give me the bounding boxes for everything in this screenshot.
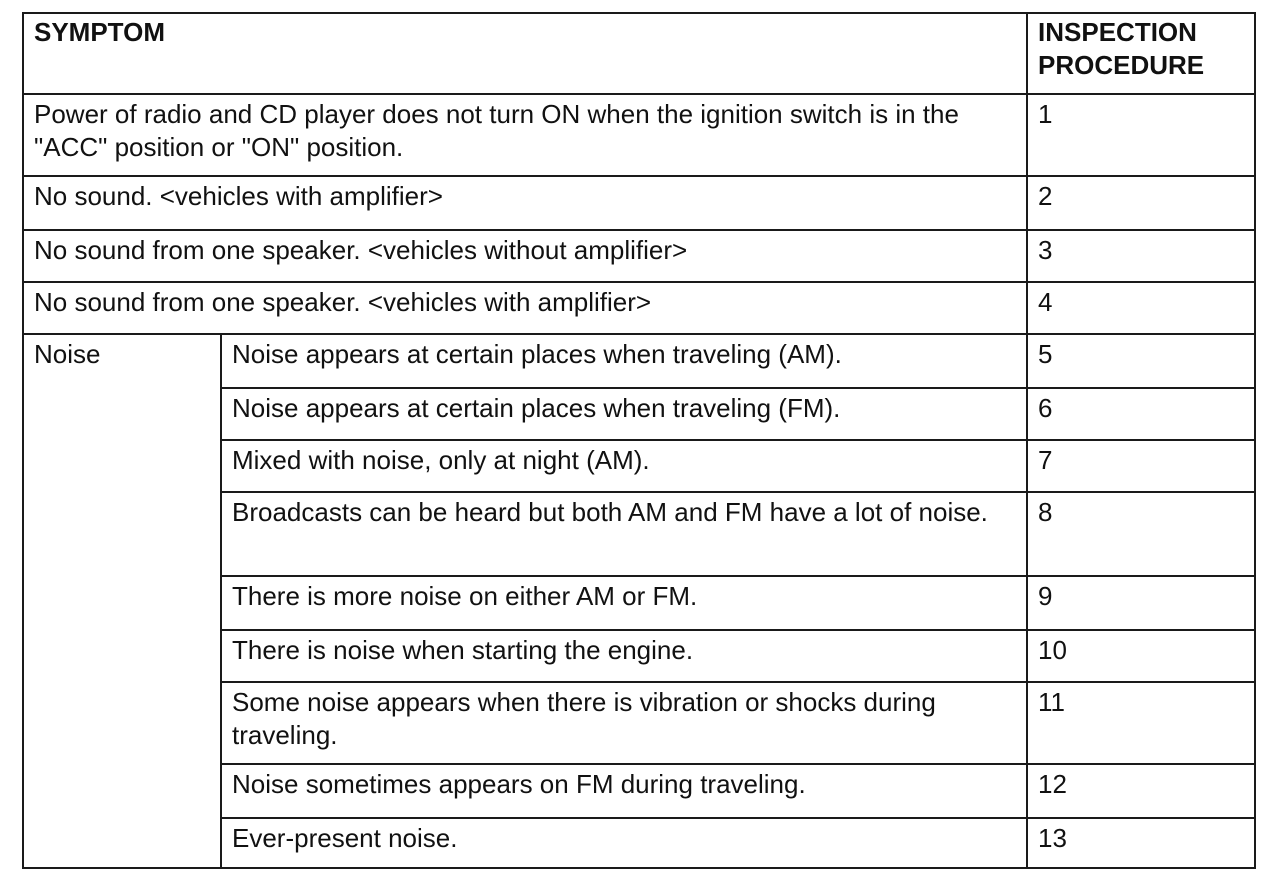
- symptom-cell: No sound from one speaker. <vehicles with amplifier>: [23, 282, 1027, 334]
- procedure-cell: 11: [1027, 682, 1255, 764]
- symptom-cell: Power of radio and CD player does not turn ON when the ignition switch is in the "ACC" position or "ON" position.: [23, 94, 1027, 176]
- procedure-cell: 1: [1027, 94, 1255, 176]
- procedure-cell: 3: [1027, 230, 1255, 282]
- procedure-cell: 12: [1027, 764, 1255, 818]
- symptom-cell: Noise appears at certain places when traveling (AM).: [221, 334, 1027, 388]
- symptom-cell: No sound from one speaker. <vehicles without amplifier>: [23, 230, 1027, 282]
- procedure-cell: 10: [1027, 630, 1255, 682]
- procedure-cell: 2: [1027, 176, 1255, 230]
- table-row: [23, 282, 1255, 334]
- symptom-cell: Noise appears at certain places when traveling (FM).: [221, 388, 1027, 440]
- symptom-cell: Noise sometimes appears on FM during traveling.: [221, 764, 1027, 818]
- table-row: [23, 176, 1255, 230]
- table-row: [23, 94, 1255, 176]
- noise-group-label: Noise: [23, 334, 221, 868]
- symptom-cell: Some noise appears when there is vibration or shocks during traveling.: [221, 682, 1027, 764]
- table-row: [23, 230, 1255, 282]
- procedure-header-line2: PROCEDURE: [1038, 50, 1205, 80]
- symptom-table: [22, 12, 1256, 869]
- symptom-header: SYMPTOM: [23, 13, 1027, 94]
- table-row: [23, 334, 1255, 388]
- symptom-cell: Broadcasts can be heard but both AM and FM have a lot of noise.: [221, 492, 1027, 576]
- procedure-cell: 6: [1027, 388, 1255, 440]
- header-row: [23, 13, 1255, 94]
- procedure-cell: 5: [1027, 334, 1255, 388]
- symptom-cell: Mixed with noise, only at night (AM).: [221, 440, 1027, 492]
- procedure-cell: 7: [1027, 440, 1255, 492]
- procedure-cell: 8: [1027, 492, 1255, 576]
- procedure-cell: 4: [1027, 282, 1255, 334]
- symptom-cell: There is more noise on either AM or FM.: [221, 576, 1027, 630]
- procedure-header-line1: INSPECTION: [1038, 17, 1197, 47]
- symptom-cell: No sound. <vehicles with amplifier>: [23, 176, 1027, 230]
- symptom-cell: There is noise when starting the engine.: [221, 630, 1027, 682]
- procedure-header: [1027, 13, 1255, 94]
- symptom-cell: Ever-present noise.: [221, 818, 1027, 868]
- procedure-cell: 9: [1027, 576, 1255, 630]
- procedure-cell: 13: [1027, 818, 1255, 868]
